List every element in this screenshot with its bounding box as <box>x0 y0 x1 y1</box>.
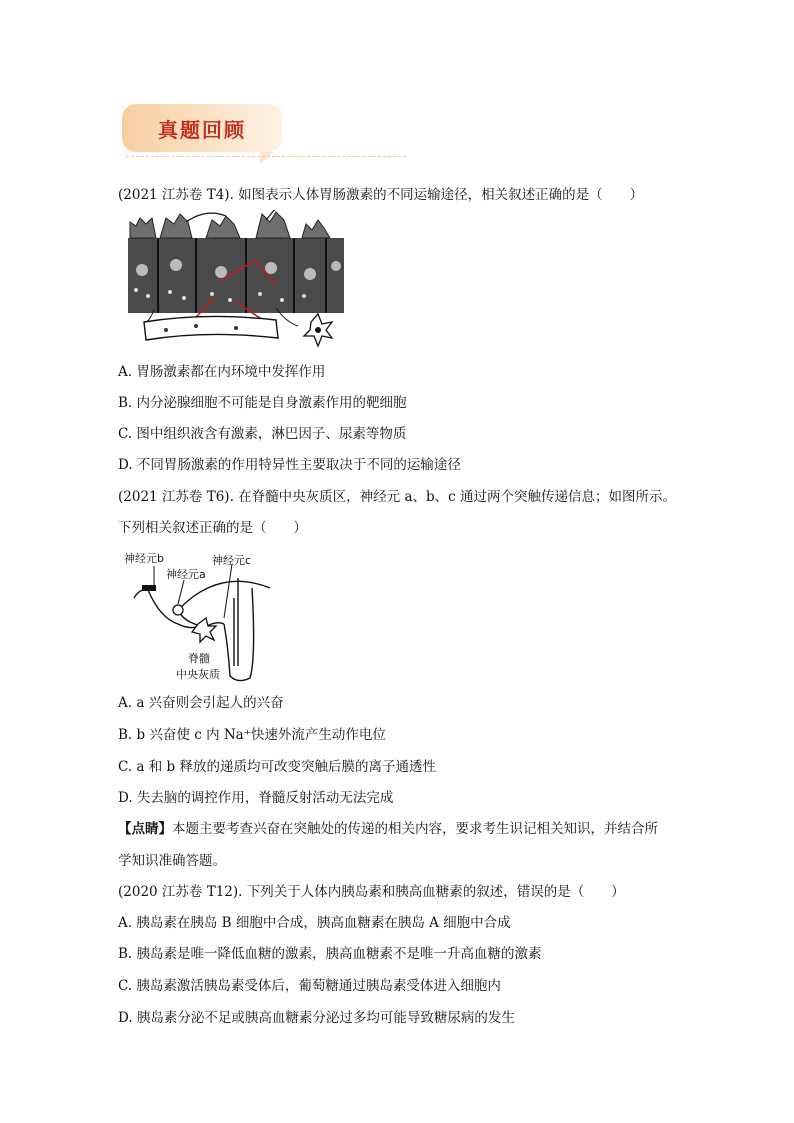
q3-option-b: B. 胰岛素是唯一降低血糖的激素，胰高血糖素不是唯一升高血糖的激素 <box>118 946 542 962</box>
q3-stem: (2020 江苏卷 T12). 下列关于人体内胰岛素和胰高血糖素的叙述，错误的是（ ） <box>118 884 625 900</box>
banner-title: 真题回顾 <box>158 118 246 142</box>
label-central-gray: 中央灰质 <box>176 668 220 681</box>
q1-option-d: D. 不同胃肠激素的作用特异性主要取决于不同的运输途径 <box>118 457 461 473</box>
q3-option-a: A. 胰岛素在胰岛 B 细胞中合成，胰高血糖素在胰岛 A 细胞中合成 <box>118 915 511 931</box>
q1-figure-gut-cells <box>126 210 346 355</box>
label-neuron-b: 神经元b <box>124 552 164 565</box>
label-neuron-a: 神经元a <box>166 568 206 581</box>
banner-tail <box>260 152 274 164</box>
q3-option-c: C. 胰岛素激活胰岛素受体后，葡萄糖通过胰岛素受体进入细胞内 <box>118 978 501 994</box>
section-banner <box>122 104 282 164</box>
q2-stem-line1: (2021 江苏卷 T6). 在脊髓中央灰质区，神经元 a、b、c 通过两个突触传递信息；如图所示。 <box>118 489 676 505</box>
q2-comment-line1 <box>118 820 658 838</box>
q3-option-d: D. 胰岛素分泌不足或胰高血糖素分泌过多均可能导致糖尿病的发生 <box>118 1010 515 1026</box>
banner-underline <box>126 156 406 158</box>
q2-option-c: C. a 和 b 释放的递质均可改变突触后膜的离子通透性 <box>118 759 436 775</box>
q2-option-d: D. 失去脑的调控作用，脊髓反射活动无法完成 <box>118 790 394 806</box>
comment-tag: 【点睛】 <box>118 821 172 837</box>
q1-option-a: A. 胃肠激素都在内环境中发挥作用 <box>118 364 326 380</box>
comment-text: 本题主要考查兴奋在突触处的传递的相关内容，要求考生识记相关知识，并结合所 <box>172 821 658 837</box>
q2-figure-spinal-neurons <box>120 548 280 686</box>
label-spinal-cord: 脊髓 <box>188 652 210 665</box>
q2-option-a: A. a 兴奋则会引起人的兴奋 <box>118 695 284 711</box>
q1-option-b: B. 内分泌腺细胞不可能是自身激素作用的靶细胞 <box>118 395 407 411</box>
q2-stem-line2: 下列相关叙述正确的是（ ） <box>118 520 307 536</box>
q2-option-b: B. b 兴奋使 c 内 Na⁺快速外流产生动作电位 <box>118 727 386 743</box>
q2-comment-line2: 学知识准确答题。 <box>118 853 226 869</box>
label-neuron-c: 神经元c <box>212 554 252 567</box>
q1-stem: (2021 江苏卷 T4). 如图表示人体胃肠激素的不同运输途径，相关叙述正确的是（ ） <box>118 187 644 203</box>
q1-option-c: C. 图中组织液含有激素，淋巴因子、尿素等物质 <box>118 426 407 442</box>
